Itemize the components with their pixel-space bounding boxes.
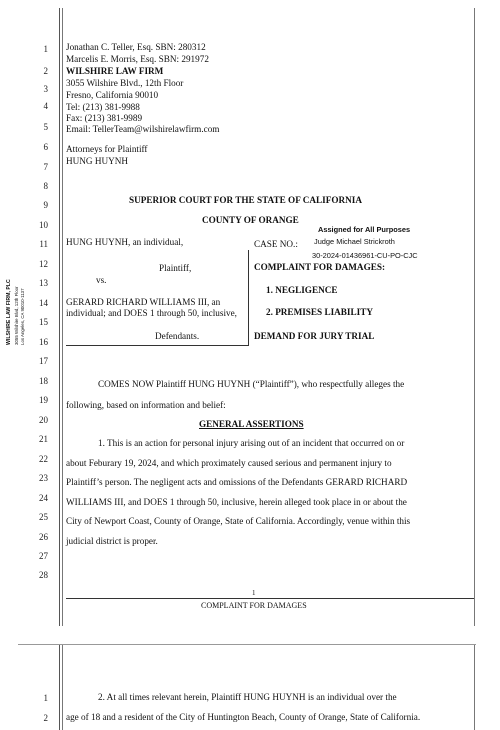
jury-demand: DEMAND FOR JURY TRIAL (254, 331, 375, 341)
line-number: 14 (39, 298, 48, 308)
line-number: 12 (39, 259, 48, 269)
paragraph-line: Plaintiff’s person. The negligent acts and omissions of the Defendants GERARD RICHARD (66, 477, 408, 487)
margin-rule-left-inner (62, 645, 63, 730)
margin-rule-right (474, 8, 475, 626)
paragraph-line: City of Newport Coast, County of Orange, State of California. Accordingly, venue within this (66, 516, 411, 526)
line-number: 6 (43, 142, 48, 152)
court-title: SUPERIOR COURT FOR THE STATE OF CALIFORNIA (129, 195, 362, 205)
side-stamp-address: Los Angeles, CA 90010-1137 (20, 288, 25, 345)
margin-rule-left-inner (62, 8, 63, 626)
margin-rule-left (59, 645, 60, 730)
complaint-title: COMPLAINT FOR DAMAGES: (254, 262, 386, 272)
intro-text: following, based on information and belief: (66, 400, 226, 410)
line-number: 19 (39, 395, 48, 405)
line-number: 2 (43, 713, 48, 723)
paragraph-line: age of 18 and a resident of the City of Huntington Beach, County of Orange, State of California. (66, 712, 421, 722)
caption-bracket (66, 250, 249, 346)
footer-title: COMPLAINT FOR DAMAGES (201, 601, 307, 610)
attorney-line: Marcelis E. Morris, Esq. SBN: 291972 (66, 54, 209, 64)
line-number: 1 (43, 693, 48, 703)
line-number: 20 (39, 415, 48, 425)
line-number: 4 (43, 101, 48, 111)
attorneys-for-label: Attorneys for Plaintiff (66, 144, 148, 154)
line-number: 25 (39, 512, 48, 522)
firm-name: WILSHIRE LAW FIRM (66, 66, 164, 76)
document-page-1 (18, 0, 476, 626)
intro-text: COMES NOW Plaintiff HUNG HUYNH (“Plaintiff”), who respectfully alleges the (98, 379, 405, 389)
court-county: COUNTY OF ORANGE (202, 215, 299, 225)
claim-item: 1. NEGLIGENCE (266, 285, 338, 295)
document-page-2 (18, 644, 476, 730)
attorney-email: Email: TellerTeam@wilshirelawfirm.com (66, 124, 220, 134)
line-number: 10 (39, 220, 48, 230)
line-number: 5 (43, 122, 48, 132)
assignment-heading: Assigned for All Purposes (318, 225, 411, 234)
line-number: 2 (43, 66, 48, 76)
page-number: 1 (252, 589, 256, 597)
attorneys-for-client: HUNG HUYNH (66, 156, 129, 166)
line-number: 27 (39, 551, 48, 561)
paragraph-line: about Feburary 19, 2024, and which proximately caused serious and permanent injury to (66, 458, 392, 468)
side-stamp-firm: WILSHIRE LAW FIRM, PLC (6, 279, 12, 345)
line-number: 23 (39, 473, 48, 483)
line-number: 22 (39, 454, 48, 464)
caption-vs: vs. (96, 275, 107, 285)
margin-rule-right (474, 645, 475, 730)
attorney-line: 3055 Wilshire Blvd., 12th Floor (66, 78, 184, 88)
line-number: 9 (43, 200, 48, 210)
line-number: 26 (39, 532, 48, 542)
paragraph-line: judicial district is proper. (66, 536, 158, 546)
caption-defendant-role: Defendants. (155, 331, 200, 341)
caption-defendant: GERARD RICHARD WILLIAMS III, an (66, 297, 221, 307)
attorney-line: Jonathan C. Teller, Esq. SBN: 280312 (66, 42, 206, 52)
line-number: 18 (39, 376, 48, 386)
line-number: 15 (39, 317, 48, 327)
line-number: 3 (43, 84, 48, 94)
line-number: 16 (39, 337, 48, 347)
attorney-line: Fresno, California 90010 (66, 90, 159, 100)
section-heading: GENERAL ASSERTIONS (199, 419, 304, 429)
case-no-label: CASE NO.: (254, 239, 298, 249)
assigned-judge: Judge Michael Strickroth (314, 237, 395, 246)
paragraph-line: 1. This is an action for personal injury arising out of an incident that occurred on or (98, 438, 405, 448)
claim-item: 2. PREMISES LIABILITY (266, 307, 373, 317)
line-number: 17 (39, 356, 48, 366)
line-number: 21 (39, 434, 48, 444)
line-number: 8 (43, 181, 48, 191)
line-number: 1 (43, 44, 48, 54)
line-number: 28 (39, 570, 48, 580)
case-number: 30-2024-01436961-CU-PO-CJC (312, 251, 418, 260)
footer-rule (66, 598, 474, 599)
attorney-line: Fax: (213) 381-9989 (66, 113, 143, 123)
page-gap (0, 626, 500, 644)
paragraph-line: 2. At all times relevant herein, Plaintiff HUNG HUYNH is an individual over the (98, 692, 397, 702)
firm-side-stamp (6, 265, 36, 345)
caption-plaintiff-role: Plaintiff, (159, 263, 192, 273)
line-number: 24 (39, 493, 48, 503)
caption-defendant: individual; and DOES 1 through 50, inclusive, (66, 308, 237, 318)
caption-plaintiff: HUNG HUYNH, an individual, (66, 237, 184, 247)
margin-rule-left (59, 8, 60, 626)
paragraph-line: WILLIAMS III, and DOES 1 through 50, inclusive, herein alleged took place in or about the (66, 497, 407, 507)
attorney-line: Tel: (213) 381-9988 (66, 102, 140, 112)
line-number: 7 (43, 162, 48, 172)
side-stamp-address: 3055 Wilshire Blvd, 12th Floor (14, 286, 19, 345)
line-number: 13 (39, 278, 48, 288)
line-number: 11 (39, 239, 48, 249)
